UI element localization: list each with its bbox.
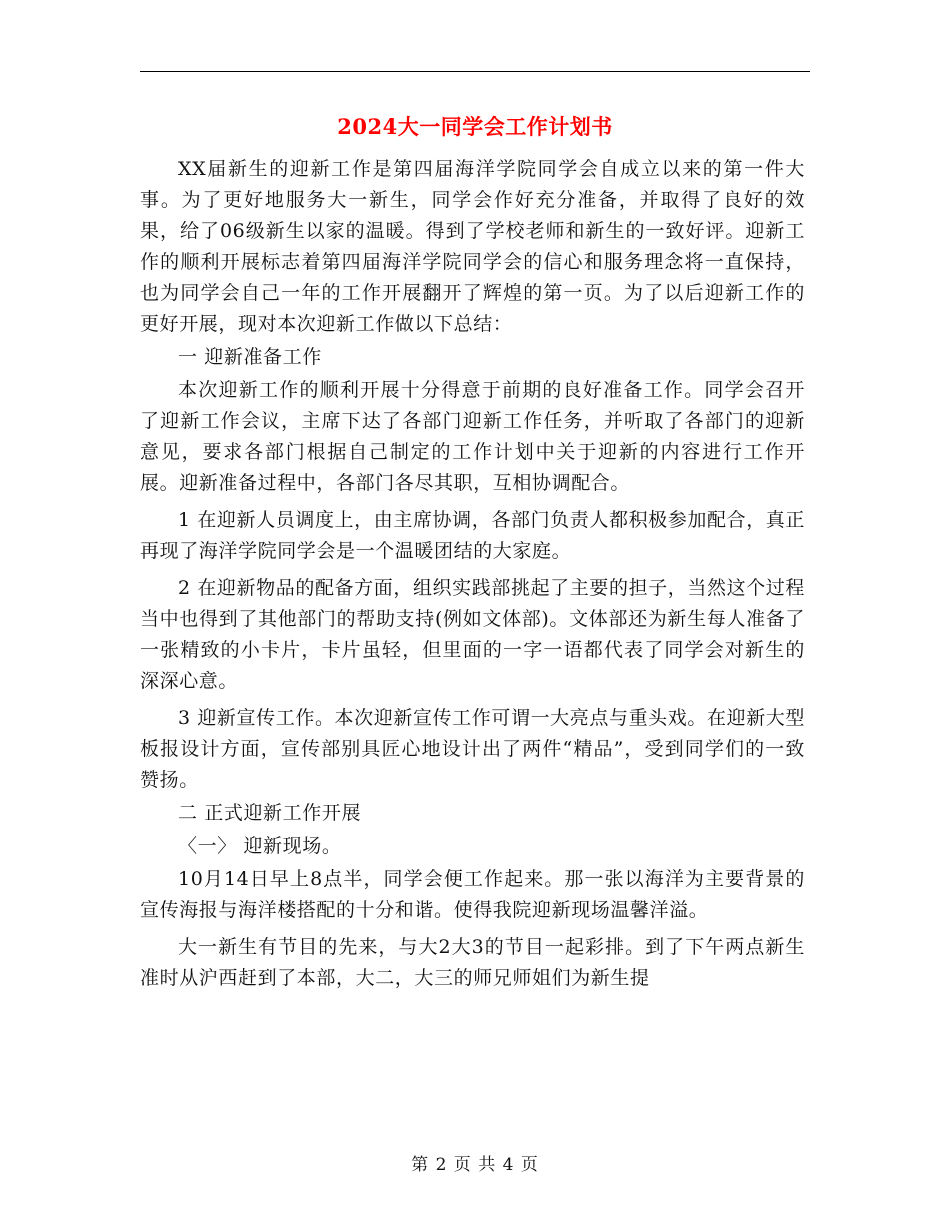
- paragraph-supplies: 2 在迎新物品的配备方面，组织实践部挑起了主要的担子，当然这个过程当中也得到了其他部门的帮助支持(例如文体部)。文体部还为新生每人准备了一张精致的小卡片，卡片虽轻，但里面的一字一语都代表了同学会对新生的深深心意。: [140, 577, 805, 692]
- paragraph-staffing: 1 在迎新人员调度上，由主席协调，各部门负责人都积极参加配合，真正再现了海洋学院同学会是一个温暖团结的大家庭。: [140, 509, 805, 562]
- section-heading-preparation: 一 迎新准备工作: [178, 346, 322, 368]
- paragraph-preparation: 本次迎新工作的顺利开展十分得意于前期的良好准备工作。同学会召开了迎新工作会议，主席下达了各部门迎新工作任务，并听取了各部门的迎新意见，要求各部门根据自己制定的工作计划中关于迎新的内容进行工作开展。迎新准备过程中，各部门各尽其职，互相协调配合。: [140, 379, 805, 494]
- paragraph-rehearsal: 大一新生有节目的先来，与大2大3的节目一起彩排。到了下午两点新生准时从沪西赶到了本部，大二，大三的师兄师姐们为新生提: [140, 936, 805, 989]
- paragraph-intro: XX届新生的迎新工作是第四届海洋学院同学会自成立以来的第一件大事。为了更好地服务大一新生，同学会作好充分准备，并取得了良好的效果，给了06级新生以家的温暖。得到了学校老师和新生的一致好评。迎新工作的顺利开展标志着第四届海洋学院同学会的信心和服务理念将一直保持，也为同学会自己一年的工作开展翻开了辉煌的第一页。为了以后迎新工作的更好开展，现对本次迎新工作做以下总结：: [140, 158, 805, 335]
- page-footer: 第 2 页 共 4 页: [411, 1155, 539, 1175]
- document-body: [140, 154, 805, 996]
- section-heading-formal: 二 正式迎新工作开展: [178, 802, 362, 824]
- subsection-heading-site: 〈一〉 迎新现场。: [178, 835, 342, 857]
- header-rule: [140, 71, 810, 72]
- document-title: 2024大一同学会工作计划书: [337, 114, 613, 139]
- paragraph-site: 10月14日早上8点半，同学会便工作起来。那一张以海洋为主要背景的宣传海报与海洋楼搭配的十分和谐。使得我院迎新现场温馨洋溢。: [140, 868, 805, 921]
- paragraph-publicity: 3 迎新宣传工作。本次迎新宣传工作可谓一大亮点与重头戏。在迎新大型板报设计方面，宣传部别具匠心地设计出了两件“精品”，受到同学们的一致赞扬。: [140, 707, 805, 791]
